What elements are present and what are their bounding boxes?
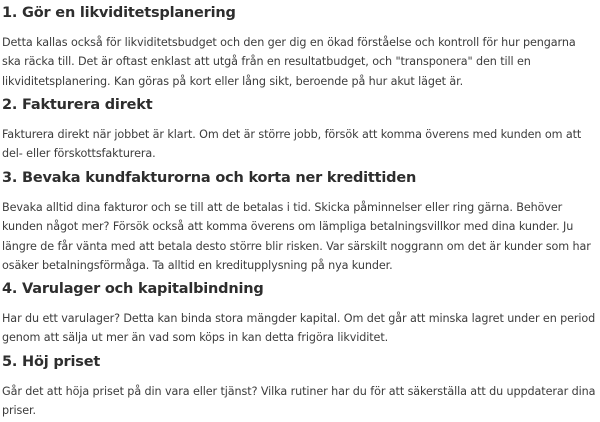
section-heading: 1. Gör en likviditetsplanering (2, 5, 236, 21)
section-monitor-invoices (2, 168, 596, 275)
section-invoice-directly (2, 95, 596, 164)
section-heading: 2. Fakturera direkt (2, 97, 153, 113)
section-liquidity-planning (2, 3, 596, 91)
section-raise-price (2, 352, 596, 421)
section-body: Har du ett varulager? Detta kan binda stora mängder kapital. Om det går att minska lagret under en period genom att sälja ut mer än vad som köps in kan detta frigöra likviditet. (2, 312, 596, 345)
section-heading: 3. Bevaka kundfakturorna och korta ner kredittiden (2, 170, 417, 186)
section-heading: 5. Höj priset (2, 354, 101, 370)
section-body: Detta kallas också för likviditetsbudget och den ger dig en ökad förståelse och kontroll för hur pengarna ska räcka till. Det är oftast enklast att utgå från en resultatbudget, och "transponera" den till en likviditetsplanering. Kan göras på kort eller lång sikt, beroende på hur akut läget är. (2, 36, 576, 88)
section-heading: 4. Varulager och kapitalbindning (2, 281, 264, 297)
section-body: Fakturera direkt när jobbet är klart. Om det är större jobb, försök att komma överens med kunden om att del- eller förskottsfakturera. (2, 128, 582, 161)
section-inventory-capital (2, 279, 596, 348)
section-body: Går det att höja priset på din vara eller tjänst? Vilka rutiner har du för att säkerställa att du uppdaterar dina priser. (2, 385, 596, 418)
section-body: Bevaka alltid dina fakturor och se till att de betalas i tid. Skicka påminnelser eller ring gärna. Behöver kunden något mer? Försök också att komma överens om lämpliga betalningsvillkor med dina kunder. Ju längre de får vänta med att betala desto större blir risken. Var särskilt noggrann om det är kunder som har osäker betalningsförmåga. Ta alltid en kreditupplysning på nya kunder. (2, 201, 591, 272)
